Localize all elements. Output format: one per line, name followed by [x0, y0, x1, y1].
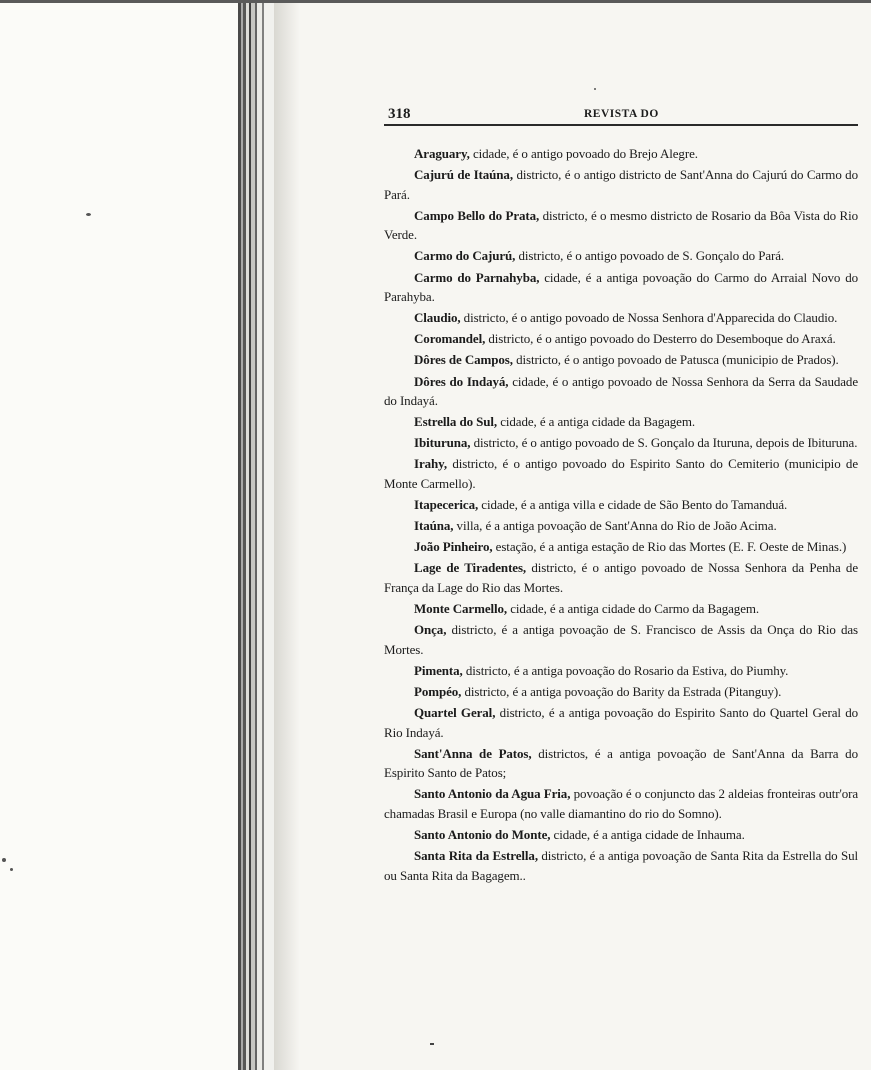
entry-text: districto, é o antigo povoado de Patusca (municipio de Prados). [512, 352, 839, 368]
list-item [384, 246, 858, 266]
entry-text: districto, é o antigo districto de Sant'Anna do Cajurú do Carmo do Pará. [384, 167, 858, 202]
list-item [384, 144, 858, 164]
list-item [384, 206, 858, 245]
list-item [384, 682, 858, 702]
entry-term: Pompéo, [414, 683, 462, 699]
entry-term: Santo Antonio da Agua Fria, [414, 786, 571, 802]
entry-text: districto, é o antigo povoado de S. Gonçalo da Ituruna, depois de Ibituruna. [470, 435, 858, 451]
entry-term: Quartel Geral, [414, 705, 496, 721]
scan-speck [86, 213, 91, 216]
entry-term: Carmo do Parnahyba, [414, 269, 540, 285]
entry-term: Dôres do Indayá, [414, 373, 509, 389]
entry-text: districto, é a antiga povoação do Espirito Santo do Quartel Geral do Rio Indayá. [384, 705, 859, 740]
scan-speck [594, 88, 596, 90]
list-item [384, 495, 858, 515]
entry-term: Cajurú de Itaúna, [414, 167, 513, 183]
list-item [384, 350, 858, 370]
entry-text: districto, é o antigo povoado de Nossa Senhora d'Apparecida do Claudio. [460, 310, 838, 326]
entry-text: districto, é o mesmo districto de Rosario da Bôa Vista do Rio Verde. [384, 207, 858, 243]
list-item [384, 372, 858, 411]
list-item [384, 620, 858, 659]
scan-top-edge [0, 0, 871, 3]
entry-text: districto, é o antigo povoado do Desterro do Desemboque do Araxá. [485, 331, 836, 347]
entry-text: cidade, é a antiga cidade da Bagagem. [497, 414, 696, 430]
scan-speck [2, 858, 6, 862]
entry-term: João Pinheiro, [414, 539, 493, 555]
book-binding-gutter [238, 0, 274, 1070]
entry-term: Sant'Anna de Patos, [414, 745, 532, 761]
entry-text: povoação é o conjuncto das 2 aldeias fronteiras outr'ora chamadas Brasil e Europa (no valle diamantino do rio do Somno). [384, 786, 858, 821]
entry-term: Santa Rita da Estrella, [414, 848, 538, 864]
entry-term: Coromandel, [414, 331, 486, 347]
page-header [384, 102, 858, 126]
entry-text: cidade, é a antiga cidade de Inhauma. [550, 827, 745, 843]
scan-speck [430, 1043, 434, 1045]
entry-term: Itaúna, [414, 518, 454, 534]
entry-text: districtos, é a antiga povoação de Sant'Anna da Barra do Espirito Santo de Patos; [384, 745, 858, 781]
entry-text: cidade, é a antiga cidade do Carmo da Bagagem. [507, 601, 760, 617]
list-item [384, 165, 858, 204]
entry-term: Pimenta, [414, 662, 463, 678]
list-item [384, 703, 858, 742]
entry-text: districto, é a antiga povoação de S. Francisco de Assis da Onça do Rio das Mortes. [384, 622, 858, 657]
list-item [384, 846, 858, 885]
entry-text: estação, é a antiga estação de Rio das Mortes (E. F. Oeste de Minas.) [492, 539, 847, 555]
list-item [384, 784, 858, 823]
list-item [384, 433, 858, 453]
document-page [384, 102, 858, 887]
entry-term: Lage de Tiradentes, [414, 560, 527, 576]
list-item [384, 329, 858, 349]
entry-text: districto, é a antiga povoação do Barity da Estrada (Pitanguy). [461, 683, 782, 699]
entry-text: cidade, é a antiga povoação do Carmo do Arraial Novo do Parahyba. [384, 269, 858, 305]
list-item [384, 516, 858, 536]
gutter-shadow [274, 0, 300, 1070]
entry-text: districto, é o antigo povoado do Espirito Santo do Cemiterio (municipio de Monte Carmello). [384, 456, 858, 491]
list-item [384, 268, 858, 307]
list-item [384, 661, 858, 681]
entry-text: districto, é a antiga povoação de Santa Rita da Estrella do Sul ou Santa Rita da Bagagem.. [384, 848, 858, 883]
scan-speck [10, 868, 13, 871]
list-item [384, 558, 858, 597]
entry-text: districto, é o antigo povoado de S. Gonçalo do Pará. [515, 248, 785, 264]
entry-term: Irahy, [414, 456, 447, 472]
entry-term: Onça, [414, 622, 447, 638]
entry-term: Carmo do Cajurú, [414, 248, 516, 264]
entry-term: Ibituruna, [414, 435, 471, 451]
entry-term: Dôres de Campos, [414, 352, 513, 368]
entry-text: districto, é o antigo povoado de Nossa Senhora da Penha de França da Lage do Rio das Mortes. [384, 560, 858, 595]
entry-term: Monte Carmello, [414, 601, 508, 617]
list-item [384, 537, 858, 557]
running-head: REVISTA DO [584, 108, 659, 120]
entry-term: Santo Antonio do Monte, [414, 827, 551, 843]
page-number: 318 [388, 106, 411, 122]
entry-text: cidade, é o antigo povoado do Brejo Alegre. [469, 146, 698, 161]
entry-term: Araguary, [414, 146, 470, 161]
list-item [384, 599, 858, 619]
list-item [384, 308, 858, 328]
entry-term: Itapecerica, [414, 497, 479, 513]
entry-term: Campo Bello do Prata, [414, 207, 540, 223]
list-item [384, 454, 858, 493]
list-item [384, 825, 858, 845]
entry-text: cidade, é a antiga villa e cidade de São Bento do Tamanduá. [478, 497, 788, 513]
entry-term: Estrella do Sul, [414, 414, 498, 430]
entry-text: districto, é a antiga povoação do Rosario da Estiva, do Piumhy. [462, 662, 789, 678]
entry-text: villa, é a antiga povoação de Sant'Anna do Rio de João Acima. [453, 518, 777, 534]
list-item [384, 744, 858, 783]
entry-term: Claudio, [414, 310, 461, 326]
entry-list [384, 144, 858, 885]
list-item [384, 412, 858, 432]
entry-text: cidade, é o antigo povoado de Nossa Senhora da Serra da Saudade do Indayá. [384, 373, 858, 409]
